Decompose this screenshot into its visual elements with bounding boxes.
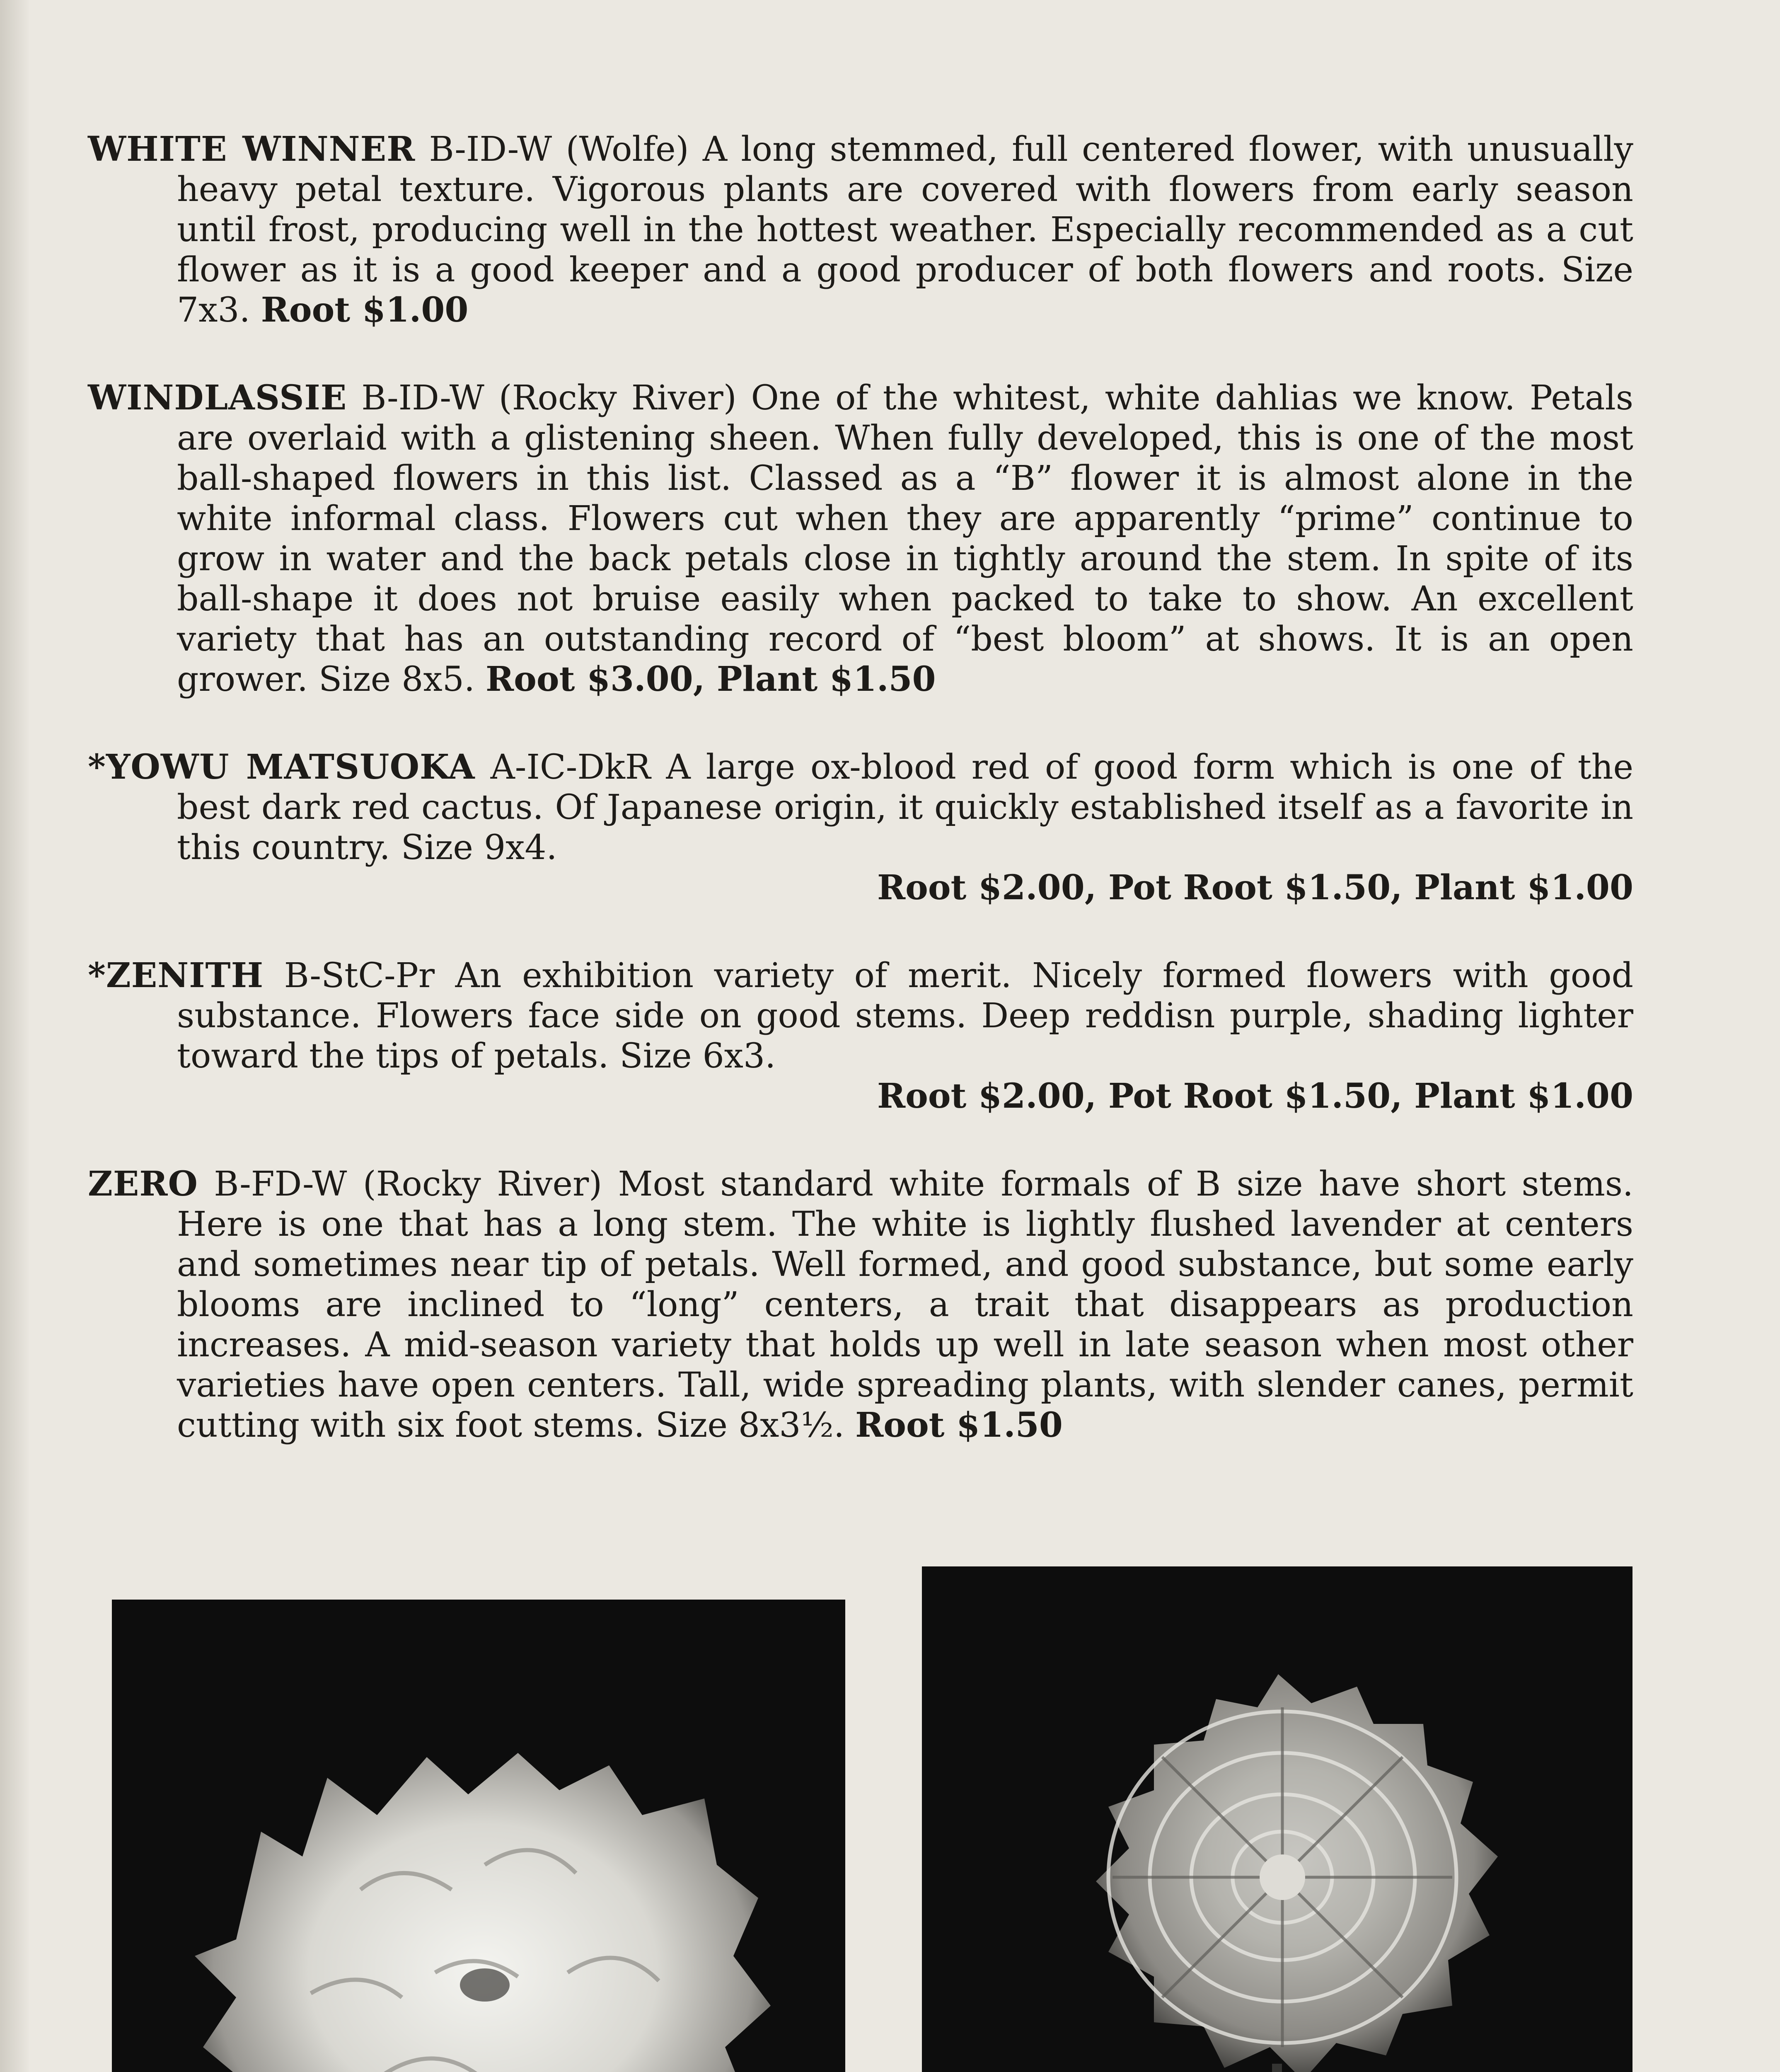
entry-description: B-ID-W (Wolfe) A long stemmed, full centered flower, with unusually heavy petal texture. Vigorous plants are covered with flowers from early season until frost, producing well in the hottest weather. Especially recommended as a cut flower as it is a good keeper and a good producer of both flowers and roots. Size 7x3. (177, 130, 1633, 330)
windlassie-flower-image (112, 1600, 845, 2072)
entry-zenith (88, 956, 1633, 1116)
entry-price: Root $1.00 (261, 290, 469, 330)
entry-name: *ZENITH (88, 956, 264, 995)
entry-name: WINDLASSIE (88, 378, 347, 418)
entry-price: Root $2.00, Pot Root $1.50, Plant $1.00 (877, 1076, 1633, 1116)
zero-photo (922, 1566, 1632, 2072)
entries-list (88, 95, 1633, 1493)
entry-windlassie (88, 378, 1633, 700)
entry-description: A-IC-DkR A large ox-blood red of good form which is one of the best dark red cactus. Of Japanese origin, it quickly established itself as a favorite in this country. Size 9x4. (177, 748, 1634, 867)
entry-zero (88, 1164, 1633, 1445)
entry-description: B-StC-Pr An exhibition variety of merit. Nicely formed flowers with good substance. Flowers face side on good stems. Deep reddisn purple, shading lighter toward the tips of petals. Size 6x3. (177, 956, 1633, 1076)
entry-name: ZERO (88, 1164, 198, 1204)
entry-description: B-ID-W (Rocky River) One of the whitest, white dahlias we know. Petals are overlaid with a glistening sheen. When fully developed, this is one of the most ball-shaped flowers in this list. Classed as a “B” flower it is almost alone in the white informal class. Flowers cut when they are apparently “prime” continue to grow in water and the back petals close in tightly around the stem. In spite of its ball-shape it does not bruise easily when packed to take to show. An excellent variety that has an outstanding record of “best bloom” at shows. It is an open grower. Size 8x5. (177, 378, 1633, 699)
entry-description: B-FD-W (Rocky River) Most standard white formals of B size have short stems. Here is one that has a long stem. The white is lightly flushed lavender at centers and sometimes near tip of petals. Well formed, and good substance, but some early blooms are inclined to “long” centers, a trait that disappears as production increases. A mid-season variety that holds up well in late season when most other varieties have open centers. Tall, wide spreading plants, with slender canes, permit cutting with six foot stems. Size 8x3½. (177, 1164, 1633, 1445)
entry-name: WHITE WINNER (88, 129, 416, 169)
entry-yowu-matsuoka (88, 747, 1633, 908)
zero-flower-image (922, 1566, 1632, 2072)
entry-price: Root $3.00, Plant $1.50 (486, 659, 936, 699)
entry-price: Root $2.00, Pot Root $1.50, Plant $1.00 (877, 868, 1633, 908)
spine-shadow (0, 0, 29, 2072)
windlassie-photo (112, 1600, 845, 2072)
entry-price: Root $1.50 (855, 1405, 1063, 1445)
entry-white-winner (88, 129, 1633, 330)
entry-name: *YOWU MATSUOKA (88, 747, 475, 787)
